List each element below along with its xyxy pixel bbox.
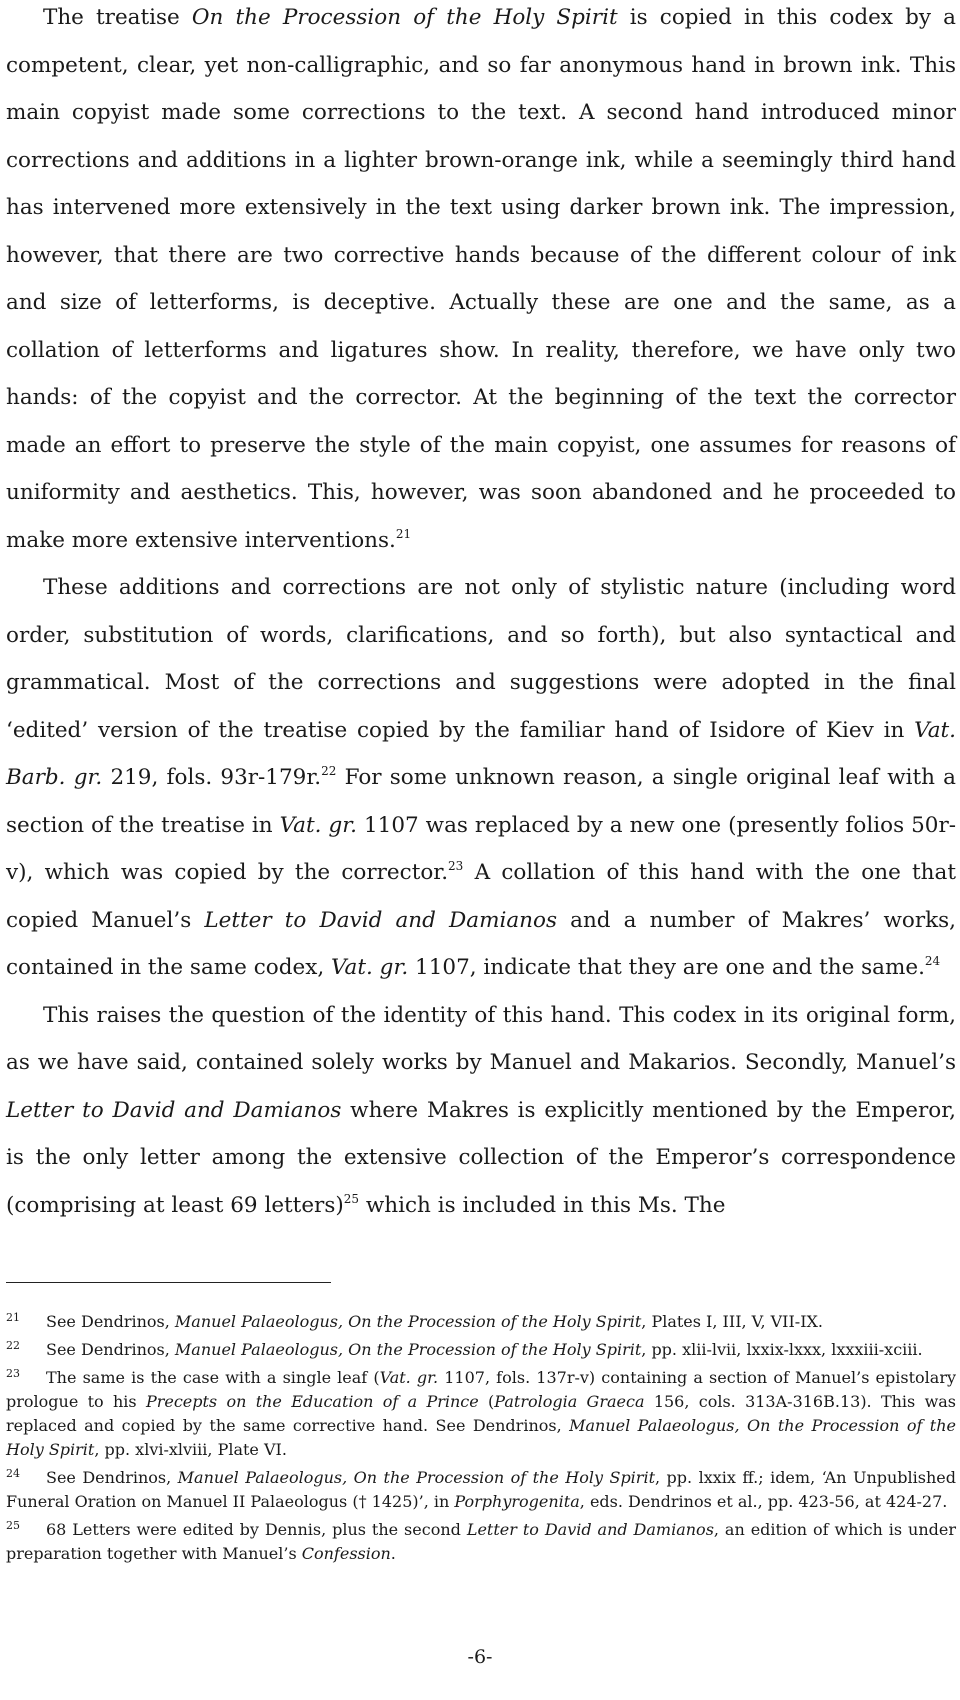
text-run: and a number of Makres’ works, contained in the same codex,	[6, 907, 957, 980]
text-run: 1107, indicate that they are one and the same.	[408, 955, 925, 980]
footnote-separator	[6, 1282, 331, 1283]
text-run: See Dendrinos,	[46, 1468, 178, 1487]
text-run: , pp. xlii-lvii, lxxix-lxxx, lxxxiii-xciii.	[641, 1340, 923, 1359]
text-run: This raises the question of the identity of this hand. This codex in its original form, as we have said, contained solely works by Manuel and Makarios. Secondly, Manuel’s	[6, 1002, 956, 1075]
italic-text: Vat. gr.	[331, 955, 409, 980]
text-run: The same is the case with a single leaf (	[46, 1368, 380, 1387]
paragraph	[6, 564, 956, 992]
text-run: 1107 was replaced by a new one (presently folios 50r-v), which was copied by the corrector.	[6, 812, 956, 885]
footnote-ref: 21	[395, 526, 412, 541]
footnote-ref: 22	[321, 764, 337, 778]
italic-text: Precepts on the Education of a Prince	[145, 1392, 479, 1411]
italic-text: Manuel Palaeologus, On the Procession of the Holy Spirit	[177, 1468, 655, 1487]
italic-text: Letter to David and Damianos	[466, 1520, 714, 1539]
text-run: See Dendrinos,	[46, 1340, 175, 1359]
text-run: (	[478, 1392, 495, 1411]
italic-text: Confession	[301, 1544, 391, 1563]
page-number: -6-	[467, 1646, 493, 1668]
text-run: The treatise	[43, 5, 192, 30]
footnote: 24 See Dendrinos, Manuel Palaeologus, On the Procession of the Holy Spirit, pp. lxxix ff.; idem, ‘An Unpublished Funeral Oration on Manuel II Palaeologus († 1425)’, in Porphyrogenita, eds. Dendrinos et al., pp. 423-56, at 424-27.	[6, 1467, 956, 1511]
footnote: 25 68 Letters were edited by Dennis, plus the second Letter to David and Damianos, an edition of which is under preparation together with Manuel’s Confession.	[6, 1519, 957, 1563]
italic-text: Letter to David and Damianos	[6, 1097, 342, 1123]
text-run: 1107, fols. 137r-v) containing a section of Manuel’s epistolary prologue to his	[6, 1368, 957, 1411]
italic-text: Porphyrogenita	[454, 1492, 580, 1511]
text-run: , pp. xlvi-xlviii, Plate VI.	[94, 1440, 287, 1459]
paragraph	[6, 992, 956, 1230]
italic-text: Manuel Palaeologus, On the Procession of the Holy Spirit	[174, 1340, 642, 1359]
footnote-ref: 24	[924, 954, 941, 968]
text-run: , Plates I, III, V, VII-IX.	[641, 1312, 824, 1331]
text-run: , eds. Dendrinos et al., pp. 423-56, at 424-27.	[579, 1492, 948, 1511]
italic-text: Vat. Barb. gr.	[6, 717, 956, 790]
footnote: 21 See Dendrinos, Manuel Palaeologus, On the Procession of the Holy Spirit, Plates I, III, V, VII-IX.	[6, 1311, 824, 1331]
footnotes	[6, 1310, 956, 1570]
text-run: A collation of this hand with the one that copied Manuel’s	[6, 860, 956, 933]
italic-text: Letter to David and Damianos	[204, 907, 557, 933]
text-run: , pp. lxxix ff.; idem, ‘An Unpublished Funeral Oration on Manuel II Palaeologus († 1425)’, in	[6, 1468, 956, 1511]
italic-text: Vat. gr.	[279, 812, 357, 838]
footnote-ref: 23	[448, 859, 464, 873]
text-run: 219, fols. 93r-179r.	[102, 765, 322, 790]
text-run: See Dendrinos,	[46, 1312, 175, 1331]
text-run: .	[390, 1544, 396, 1563]
text-run: These additions and corrections are not only of stylistic nature (including word order, substitution of words, clarifications, and so forth), but also syntactical and grammatical. Most of the corrections and suggestions were adopted in the final ‘edited’ version of the treatise copied by the familiar hand of Isidore of Kiev in	[6, 575, 956, 743]
italic-text: Manuel Palaeologus, On the Procession of the Holy Spirit	[174, 1312, 642, 1331]
italic-text: Manuel Palaeologus, On the Procession of the Holy Spirit	[6, 1416, 957, 1459]
body-text	[6, 0, 956, 1229]
italic-text: Vat. gr.	[379, 1368, 439, 1387]
paragraph	[6, 0, 956, 564]
italic-text: On the Procession of the Holy Spirit	[191, 5, 618, 30]
text-run: where Makres is explicitly mentioned by the Emperor, is the only letter among the extensive collection of the Emperor’s correspondence (comprising at least 69 letters)	[6, 1097, 957, 1218]
italic-text: Patrologia Graeca	[494, 1392, 645, 1411]
text-run: 68 Letters were edited by Dennis, plus the second	[46, 1520, 467, 1539]
text-run: 156, cols. 313A-316B.13). This was replaced and copied by the same corrective hand. See Dendrinos,	[6, 1392, 957, 1435]
text-run: For some unknown reason, a single original leaf with a section of the treatise in	[6, 765, 957, 838]
footnote: 23 The same is the case with a single leaf (Vat. gr. 1107, fols. 137r-v) containing a section of Manuel’s epistolary prologue to his Precepts on the Education of a Prince (Patrologia Graeca 156, cols. 313A-316B.13). This was replaced and copied by the same corrective hand. See Dendrinos, Manuel Palaeologus, On the Procession of the Holy Spirit, pp. xlvi-xlviii, Plate VI.	[6, 1367, 957, 1459]
text-run: is copied in this codex by a competent, clear, yet non-calligraphic, and so far anonymous hand in brown ink. This main copyist made some corrections to the text. A second hand introduced minor corrections and additions in a lighter brown-orange ink, while a seemingly third hand has intervened more extensively in the text using darker brown ink. The impression, however, that there are two corrective hands because of the different colour of ink and size of letterforms, is deceptive. Actually these are one and the same, as a collation of letterforms and ligatures show. In reality, therefore, we have only two hands: of the copyist and the corrector. At the beginning of the text the corrector made an effort to preserve the style of the main copyist, one assumes for reasons of uniformity and aesthetics. This, however, was soon abandoned and he proceeded to make more extensive interventions.	[6, 5, 956, 553]
footnote: 22 See Dendrinos, Manuel Palaeologus, On the Procession of the Holy Spirit, pp. xlii-lvii, lxxix-lxxx, lxxxiii-xciii.	[6, 1339, 923, 1359]
footnote-ref: 25	[343, 1191, 360, 1206]
text-run: , an edition of which is under preparation together with Manuel’s	[6, 1520, 957, 1563]
text-run: which is included in this Ms. The	[359, 1192, 726, 1218]
